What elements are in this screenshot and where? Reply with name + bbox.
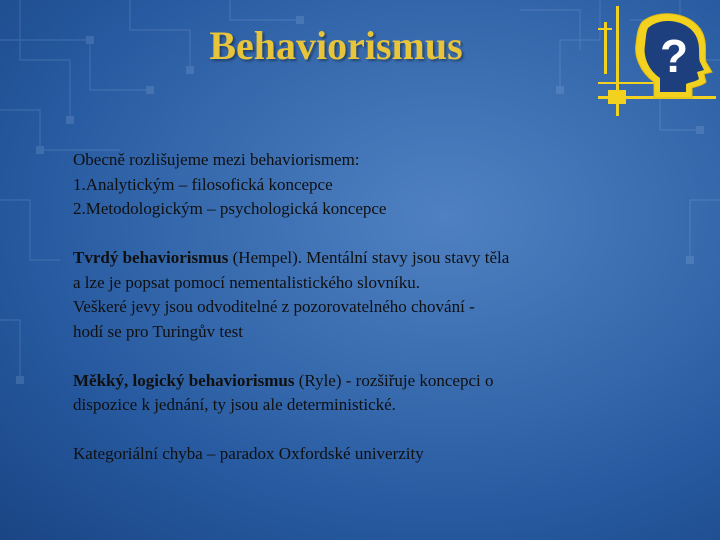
head-question-icon xyxy=(598,6,716,118)
term-soft-behaviorism: Měkký, logický behaviorismus xyxy=(73,370,295,390)
paragraph-hard-behaviorism xyxy=(73,246,633,344)
hard-behaviorism-line-1 xyxy=(73,246,633,271)
paragraph-intro xyxy=(73,148,633,222)
category-mistake-line: Kategoriální chyba – paradox Oxfordské univerzity xyxy=(73,444,424,463)
paragraph-category-mistake xyxy=(73,442,633,467)
soft-behaviorism-line-1-rest: (Ryle) - rozšiřuje koncepci o xyxy=(294,370,494,390)
term-hard-behaviorism: Tvrdý behaviorismus xyxy=(73,248,229,267)
paragraph-soft-behaviorism xyxy=(73,369,633,418)
hard-behaviorism-line-2: a lze je popsat pomocí nementalistického slovníku. xyxy=(73,272,420,292)
hard-behaviorism-line-1-rest: (Hempel). Mentální stavy jsou stavy těla xyxy=(228,248,510,267)
soft-behaviorism-line-1 xyxy=(73,369,633,394)
slide-body xyxy=(73,148,633,467)
list-item-analytic: 1.Analytickým – filosofická koncepce xyxy=(73,174,333,194)
intro-line: Obecně rozlišujeme mezi behaviorismem: xyxy=(73,150,360,169)
list-item-methodological: 2.Metodologickým – psychologická koncepce xyxy=(73,199,387,218)
hard-behaviorism-line-4: hodí se pro Turingův test xyxy=(73,321,244,341)
hard-behaviorism-line-3: Veškeré jevy jsou odvoditelné z pozorovatelného chování - xyxy=(73,297,475,316)
question-mark-glyph: ? xyxy=(659,30,689,82)
soft-behaviorism-line-2: dispozice k jednání, ty jsou ale deterministické. xyxy=(73,395,396,414)
slide-title: Behaviorismus xyxy=(209,23,463,68)
